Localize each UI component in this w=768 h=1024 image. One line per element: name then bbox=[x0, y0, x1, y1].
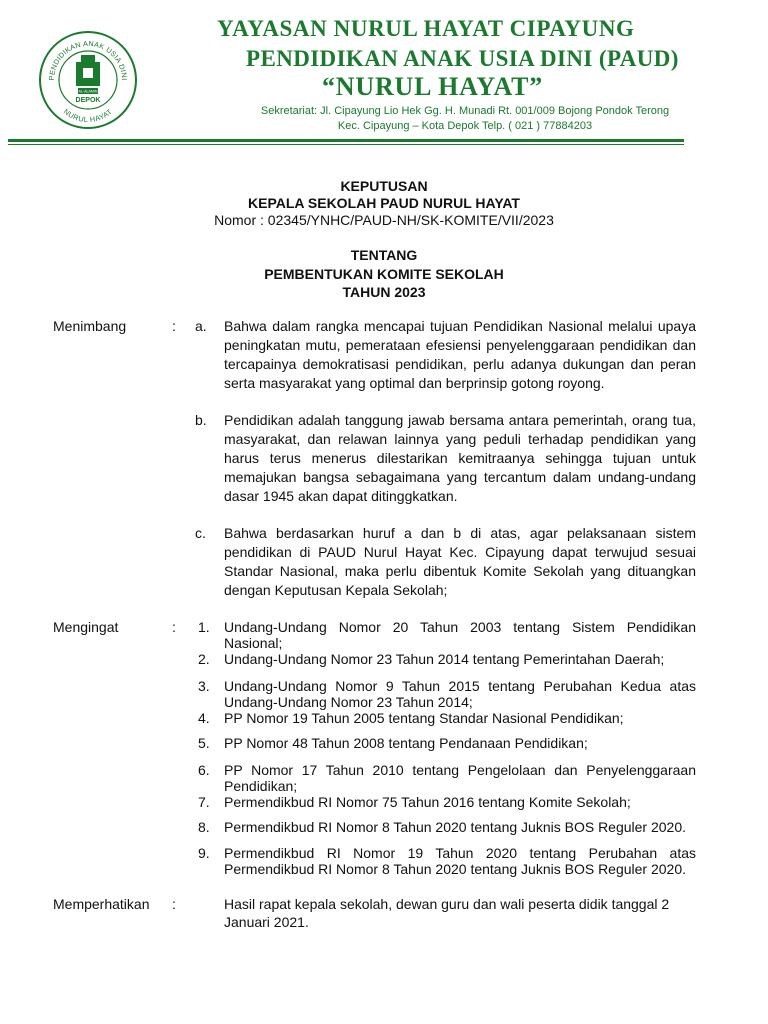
org-name-line3: “NURUL HAYAT” bbox=[322, 72, 544, 101]
letterhead-divider bbox=[8, 139, 684, 142]
section-colon: : bbox=[172, 318, 176, 334]
doc-title: KEPUTUSAN bbox=[340, 178, 428, 194]
logo-bottom-text: NURUL HAYAT bbox=[61, 106, 115, 125]
list-marker: 9. bbox=[198, 845, 210, 861]
memperhatikan-text: Hasil rapat kepala sekolah, dewan guru dan wali peserta didik tanggal 2 Januari 2021. bbox=[224, 896, 670, 930]
list-item: Permendikbud RI Nomor 75 Tahun 2016 tentang Komite Sekolah; bbox=[224, 794, 631, 810]
list-marker: c. bbox=[195, 525, 206, 541]
list-item: Permendikbud RI Nomor 8 Tahun 2020 tentang Juknis BOS Reguler 2020. bbox=[224, 819, 687, 835]
list-marker: 7. bbox=[198, 794, 210, 810]
list-marker: b. bbox=[195, 412, 207, 428]
section-label-menimbang: Menimbang bbox=[53, 318, 127, 334]
list-marker: 8. bbox=[198, 819, 210, 835]
section-colon: : bbox=[172, 896, 176, 912]
list-item: Bahwa dalam rangka mencapai tujuan Pendidikan Nasional melalui upaya peningkatan mutu, pemerataan efesiensi penyelenggaraan pendidikan dan tercapainya demokratisasi pendidikan, perlu adanya dukungan dan peran serta masyarakat yang optimal dan berprinsip gotong royong. bbox=[224, 318, 696, 391]
doc-year: TAHUN 2023 bbox=[342, 284, 426, 300]
section-colon: : bbox=[172, 619, 176, 635]
logo-small-text: AL-ALAMIN bbox=[78, 89, 98, 94]
list-marker: 6. bbox=[198, 762, 210, 778]
org-name-line2: PENDIDIKAN ANAK USIA DINI (PAUD) bbox=[246, 46, 679, 71]
list-item: Pendidikan adalah tanggung jawab bersama antara pemerintah, orang tua, masyarakat, dan relawan lainnya yang peduli terhadap pendidikan yang harus terus menerus dilestarikan kemitraanya sehingga tujuan untuk memajukan bangsa sebagaimana yang tercantum dalam undang-undang dasar 1945 akan dapat ditinggkatkan. bbox=[224, 412, 696, 504]
list-item: PP Nomor 19 Tahun 2005 tentang Standar Nasional Pendidikan; bbox=[224, 710, 624, 726]
doc-about: TENTANG bbox=[350, 247, 418, 263]
list-marker: 3. bbox=[198, 678, 210, 694]
address-line2: Kec. Cipayung – Kota Depok Telp. ( 021 ) 77884203 bbox=[337, 120, 593, 132]
section-label-memperhatikan: Memperhatikan bbox=[53, 896, 150, 912]
school-logo bbox=[38, 30, 138, 130]
logo-top-text: PENDIDIKAN ANAK USIA DINI bbox=[46, 38, 130, 81]
list-marker: 4. bbox=[198, 710, 210, 726]
letterhead-divider-thin bbox=[8, 144, 684, 145]
list-item: Undang-Undang Nomor 9 Tahun 2015 tentang Perubahan Kedua atas Undang-Undang Nomor 23 Tahun 2014; bbox=[224, 678, 696, 710]
list-marker: 2. bbox=[198, 651, 210, 667]
list-marker: 5. bbox=[198, 735, 210, 751]
list-item: Undang-Undang Nomor 20 Tahun 2003 tentang Sistem Pendidikan Nasional; bbox=[224, 619, 696, 651]
org-name-line1: YAYASAN NURUL HAYAT CIPAYUNG bbox=[217, 16, 635, 41]
list-item: PP Nomor 48 Tahun 2008 tentang Pendanaan Pendidikan; bbox=[224, 735, 588, 751]
section-label-mengingat: Mengingat bbox=[53, 619, 119, 635]
address-line1: Sekretariat: Jl. Cipayung Lio Hek Gg. H. Munadi Rt. 001/009 Bojong Pondok Terong bbox=[260, 105, 670, 117]
doc-number: Nomor : 02345/YNHC/PAUD-NH/SK-KOMITE/VII/2023 bbox=[214, 212, 554, 228]
list-marker: a. bbox=[195, 318, 207, 334]
doc-issuer: KEPALA SEKOLAH PAUD NURUL HAYAT bbox=[248, 195, 520, 211]
logo-center-text: DEPOK bbox=[75, 97, 101, 104]
list-item: PP Nomor 17 Tahun 2010 tentang Pengelolaan dan Penyelenggaraan Pendidikan; bbox=[224, 762, 696, 794]
doc-subject: PEMBENTUKAN KOMITE SEKOLAH bbox=[264, 266, 504, 282]
list-marker: 1. bbox=[198, 619, 210, 635]
list-item: Permendikbud RI Nomor 19 Tahun 2020 tentang Perubahan atas Permendikbud RI Nomor 8 Tahun 2020 tentang Juknis BOS Reguler 2020. bbox=[224, 845, 696, 877]
list-item: Undang-Undang Nomor 23 Tahun 2014 tentang Pemerintahan Daerah; bbox=[224, 651, 665, 667]
list-item: Bahwa berdasarkan huruf a dan b di atas, agar pelaksanaan sistem pendidikan di PAUD Nurul Hayat Kec. Cipayung dapat terwujud sesuai Standar Nasional, maka perlu dibentuk Komite Sekolah yang dituangkan dengan Keputusan Kepala Sekolah; bbox=[224, 525, 696, 598]
